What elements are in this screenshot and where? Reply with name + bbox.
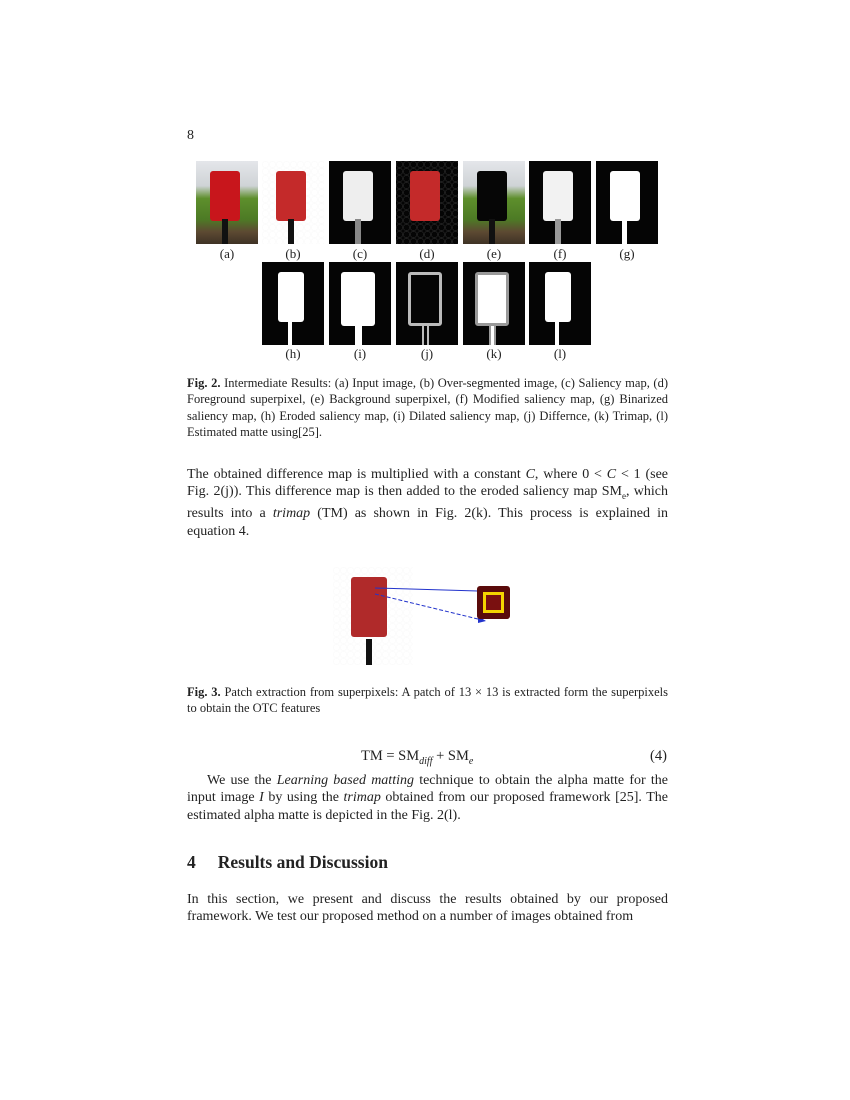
trimap: [463, 262, 525, 345]
extracted-patch: [477, 586, 510, 619]
over-segmented-image: [262, 161, 324, 244]
equation-4: TM = $SM_{diff} + SM_e$: [361, 748, 474, 767]
subfig-label: (j): [420, 346, 434, 361]
subfig-label: (k): [486, 346, 502, 361]
foreground-superpixel: [396, 161, 458, 244]
background-superpixel: [463, 161, 525, 244]
section-heading: 4 Results and Discussion: [187, 852, 388, 872]
subfig-label: (i): [353, 346, 367, 361]
binarized-saliency-map: [596, 161, 658, 244]
estimated-matte: [529, 262, 591, 345]
subfig-label: (l): [553, 346, 567, 361]
paragraph: The obtained difference map is multiplied with a constant C, where 0 < C < 1 (see Fig. 2(j)). This difference map is then added to the eroded saliency map $SM_e$, which results into a trimap (TM) as shown in Fig. 2(k). This process is explained in equation 4.: [187, 467, 669, 539]
dilated-saliency-map: [329, 262, 391, 345]
caption-text: Intermediate Results: (a) Input image, (b) Over-segmented image, (c) Saliency map, (d) Foreground superpixel, (e) Background superpixel, (f) Modified saliency map, (g) Binarized saliency map, (h) Eroded saliency map, (i) Dilated saliency map, (j) Differnce, (k) Trimap, (l) Estimated matte using[25].: [187, 376, 669, 439]
figure-2-caption: [187, 375, 668, 440]
input-image: [196, 161, 258, 244]
subfig-label: (h): [285, 346, 301, 361]
subfig-label: (f): [553, 246, 567, 261]
subfig-label: (c): [352, 246, 368, 261]
equation-number: (4): [650, 748, 667, 764]
caption-label: Fig. 2.: [187, 376, 221, 390]
difference-map: [396, 262, 458, 345]
subfig-label: (g): [619, 246, 635, 261]
modified-saliency-map: [529, 161, 591, 244]
subfig-label: (e): [486, 246, 502, 261]
subfig-label: (a): [219, 246, 235, 261]
subfig-label: (b): [285, 246, 301, 261]
figure-3-caption: Fig. 3. Patch extraction from superpixels: A patch of 13 × 13 is extracted form the superpixels to obtain the OTC features: [187, 685, 669, 716]
paragraph: In this section, we present and discuss the results obtained by our proposed framework. We test our proposed method on a number of images obtained from: [187, 892, 668, 925]
eroded-saliency-map: [262, 262, 324, 345]
paragraph: We use the Learning based matting technique to obtain the alpha matte for the input image I by using the trimap obtained from our proposed framework [25]. The estimated alpha matte is depicted in the Fig. 2(l).: [187, 773, 669, 823]
page-number: 8: [187, 128, 194, 143]
saliency-map: [329, 161, 391, 244]
subfig-label: (d): [419, 246, 435, 261]
